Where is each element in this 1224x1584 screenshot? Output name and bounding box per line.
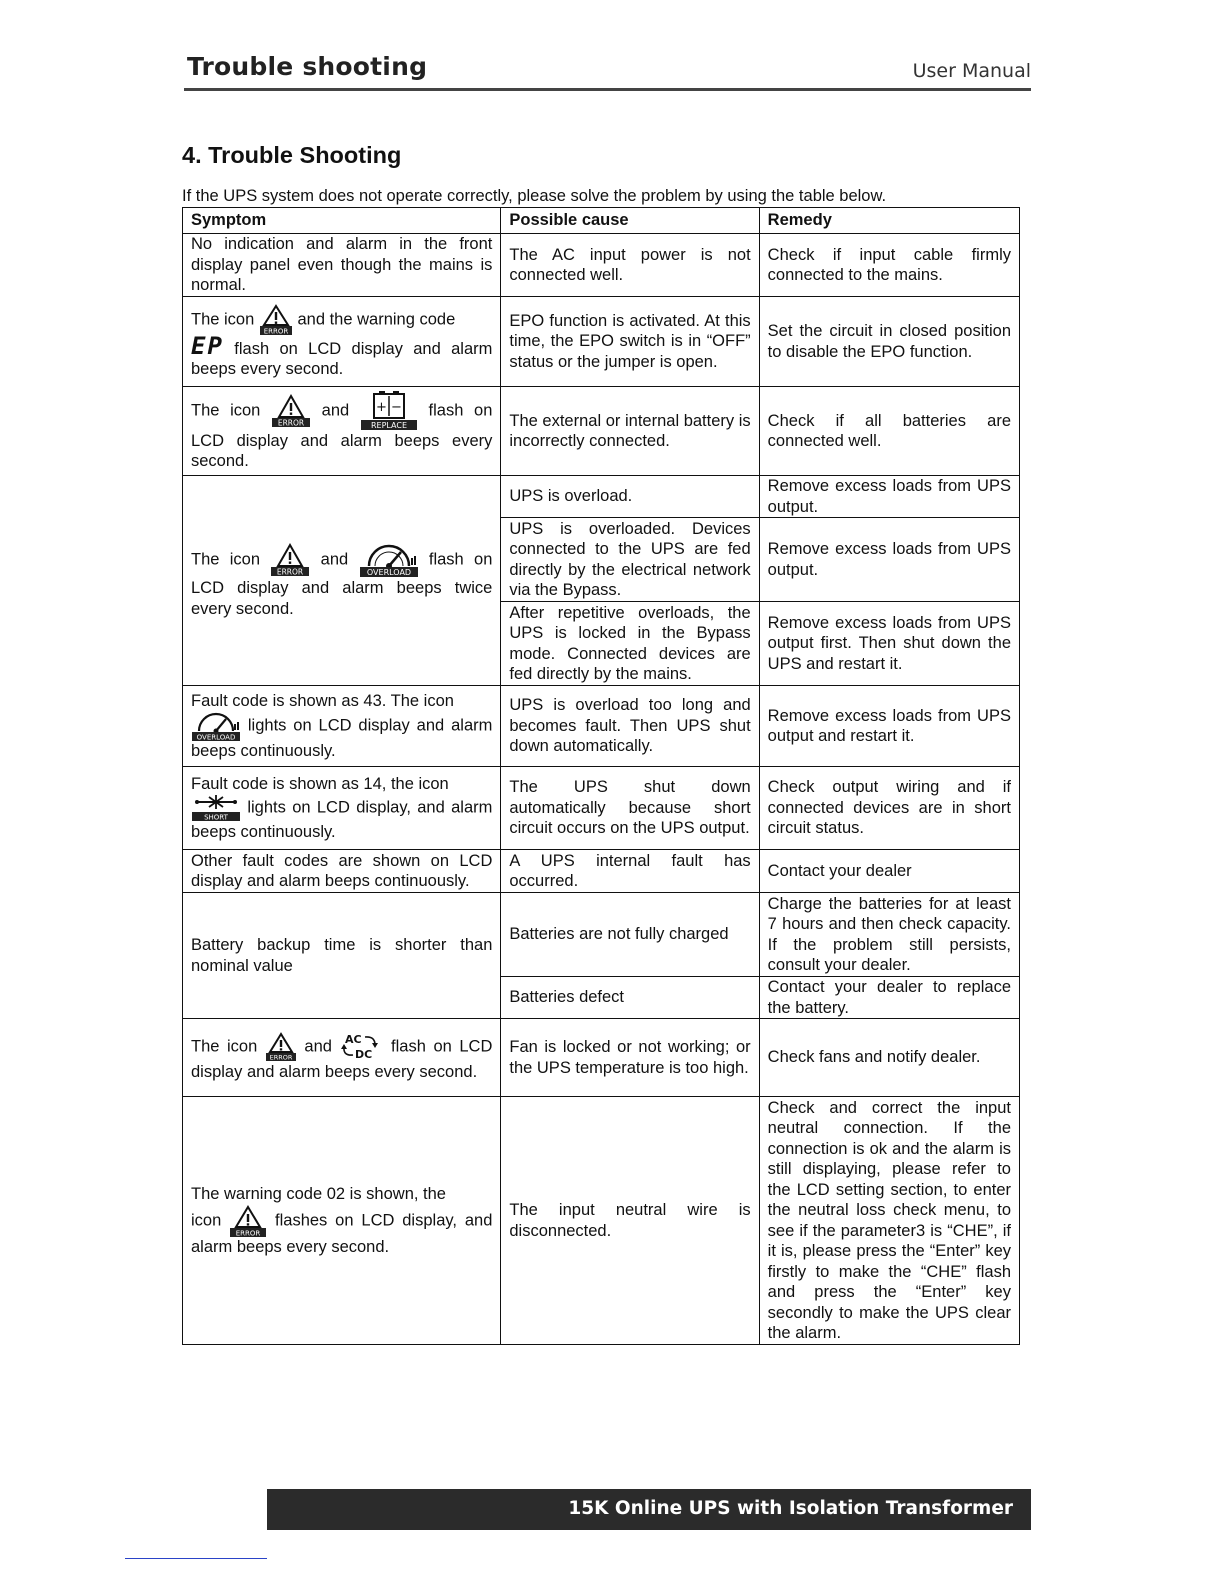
troubleshooting-table [182,207,1020,1345]
symptom-text: The icon [191,1037,258,1056]
remedy-cell: Contact your dealer [759,850,1019,893]
table-row [183,476,1020,518]
symptom-cell [183,1019,501,1097]
replace-label: REPLACE [370,420,407,430]
table-header-row [183,208,1020,234]
error-warning-icon [271,394,311,428]
ep-code: EP [191,331,224,360]
overload-label: OVERLOAD [366,568,411,577]
remedy-cell: Set the circuit in closed position to disable the EPO function. [759,297,1019,387]
error-warning-icon [229,1205,267,1237]
remedy-cell: Check and correct the input neutral connection. If the connection is ok and the alarm is still displaying, please refer to the LCD setting section, to enter the neutral loss check menu, to see if the parameter3 is “CHE”, if it is, please press the “Enter” key firstly to make the “CHE” flash and press the “Enter” key secondly to make the UPS clear the alarm. [759,1097,1019,1345]
symptom-text: and the warning code [297,309,456,328]
error-label: ERROR [277,417,305,427]
error-label: ERROR [235,1228,261,1237]
symptom-text: flash on LCD display and alarm beeps every second. [191,339,493,378]
ac-dc-icon [339,1032,383,1062]
cause-cell: Batteries are not fully charged [501,893,759,977]
cause-cell: Batteries defect [501,977,759,1019]
cause-cell: A UPS internal fault has occurred. [501,850,759,893]
symptom-text: and [321,400,350,419]
cause-cell: The AC input power is not connected well. [501,234,759,297]
symptom-cell [183,767,501,850]
cause-cell: EPO function is activated. At this time, the EPO switch is in “OFF” status or the jumper is open. [501,297,759,387]
cause-cell: The UPS shut down automatically because short circuit occurs on the UPS output. [501,767,759,850]
symptom-cell [183,686,501,767]
symptom-cell [183,476,501,686]
symptom-text: Fault code is shown as 14, the icon [191,774,449,793]
overload-label: OVERLOAD [196,733,236,741]
remedy-cell: Contact your dealer to replace the battery. [759,977,1019,1019]
symptom-text: flash on LCD display and alarm beeps every second. [191,1037,493,1082]
remedy-cell: Remove excess loads from UPS output and restart it. [759,686,1019,767]
svg-text:−: − [390,399,402,415]
table-row [183,1097,1020,1345]
table-row [183,387,1020,476]
header-doc-type: User Manual [912,60,1031,82]
ac-label: AC [345,1033,363,1047]
symptom-text: The icon [191,400,261,419]
section-intro: If the UPS system does not operate correctly, please solve the problem by using the table below. [182,187,887,205]
header-title: Trouble shooting [187,52,428,81]
section-title: 4. Trouble Shooting [182,142,402,168]
remedy-cell: Check output wiring and if connected devices are in short circuit status. [759,767,1019,850]
cause-cell: The external or internal battery is incorrectly connected. [501,387,759,476]
cause-cell: Fan is locked or not working; or the UPS temperature is too high. [501,1019,759,1097]
header-symptom: Symptom [183,208,501,234]
overload-gauge-icon [191,711,241,741]
table-row [183,297,1020,387]
error-warning-icon [265,1032,297,1062]
symptom-text: and [320,550,349,569]
cause-cell: UPS is overload. [501,476,759,518]
header-cause: Possible cause [501,208,759,234]
error-label: ERROR [263,326,289,335]
symptom-text: The warning code 02 is shown, the [191,1185,446,1203]
short-circuit-icon [191,794,241,822]
battery-replace-icon [360,391,418,431]
symptom-text: and [304,1037,332,1056]
error-label: ERROR [277,567,304,577]
symptom-text: lights on LCD display and alarm beeps continuously. [191,716,493,760]
cause-cell: The input neutral wire is disconnected. [501,1097,759,1345]
table-row [183,234,1020,297]
footer-product-name: 15K Online UPS with Isolation Transformer [568,1498,1013,1519]
cause-cell: UPS is overloaded. Devices connected to the UPS are fed directly by the electrical network via the Bypass. [501,518,759,602]
remedy-cell: Check if all batteries are connected well. [759,387,1019,476]
symptom-text: Fault code is shown as 43. The icon [191,691,454,710]
footer-link-underline [125,1558,267,1559]
symptom-text: flashes on LCD display, and alarm beeps every second. [191,1210,493,1256]
table-row [183,686,1020,767]
symptom-cell: No indication and alarm in the front display panel even though the mains is normal. [183,234,501,297]
short-label: SHORT [204,813,228,822]
remedy-cell: Remove excess loads from UPS output. [759,476,1019,518]
table-row [183,850,1020,893]
table-row [183,893,1020,977]
remedy-cell: Check fans and notify dealer. [759,1019,1019,1097]
symptom-text: The icon [191,309,255,328]
symptom-cell: Battery backup time is shorter than nominal value [183,893,501,1019]
cause-cell: UPS is overload too long and becomes fault. Then UPS shut down automatically. [501,686,759,767]
header-remedy: Remedy [759,208,1019,234]
symptom-text: lights on LCD display, and alarm beeps continuously. [191,798,493,841]
remedy-cell: Charge the batteries for at least 7 hours and then check capacity. If the problem still persists, consult your dealer. [759,893,1019,977]
cause-cell: After repetitive overloads, the UPS is locked in the Bypass mode. Connected devices are fed directly by the mains. [501,602,759,686]
header-rule [184,88,1031,91]
table-row [183,767,1020,850]
symptom-text: The icon [191,550,261,569]
error-label: ERROR [269,1053,293,1062]
footer-bar [267,1489,1031,1530]
error-warning-icon [270,543,310,577]
symptom-text: flash on LCD display and alarm beeps every second. [191,400,493,470]
symptom-cell [183,387,501,476]
symptom-text: icon [191,1210,222,1229]
dc-label: DC [355,1048,373,1062]
svg-text:+: + [375,399,387,415]
remedy-cell: Check if input cable firmly connected to the mains. [759,234,1019,297]
table-row [183,1019,1020,1097]
symptom-cell [183,297,501,387]
remedy-cell: Remove excess loads from UPS output first. Then shut down the UPS and restart it. [759,602,1019,686]
symptom-text: flash on LCD display and alarm beeps twice every second. [191,550,493,618]
error-warning-icon [259,304,293,336]
symptom-cell [183,1097,501,1345]
symptom-cell: Other fault codes are shown on LCD display and alarm beeps continuously. [183,850,501,893]
overload-gauge-icon [359,542,419,578]
remedy-cell: Remove excess loads from UPS output. [759,518,1019,602]
